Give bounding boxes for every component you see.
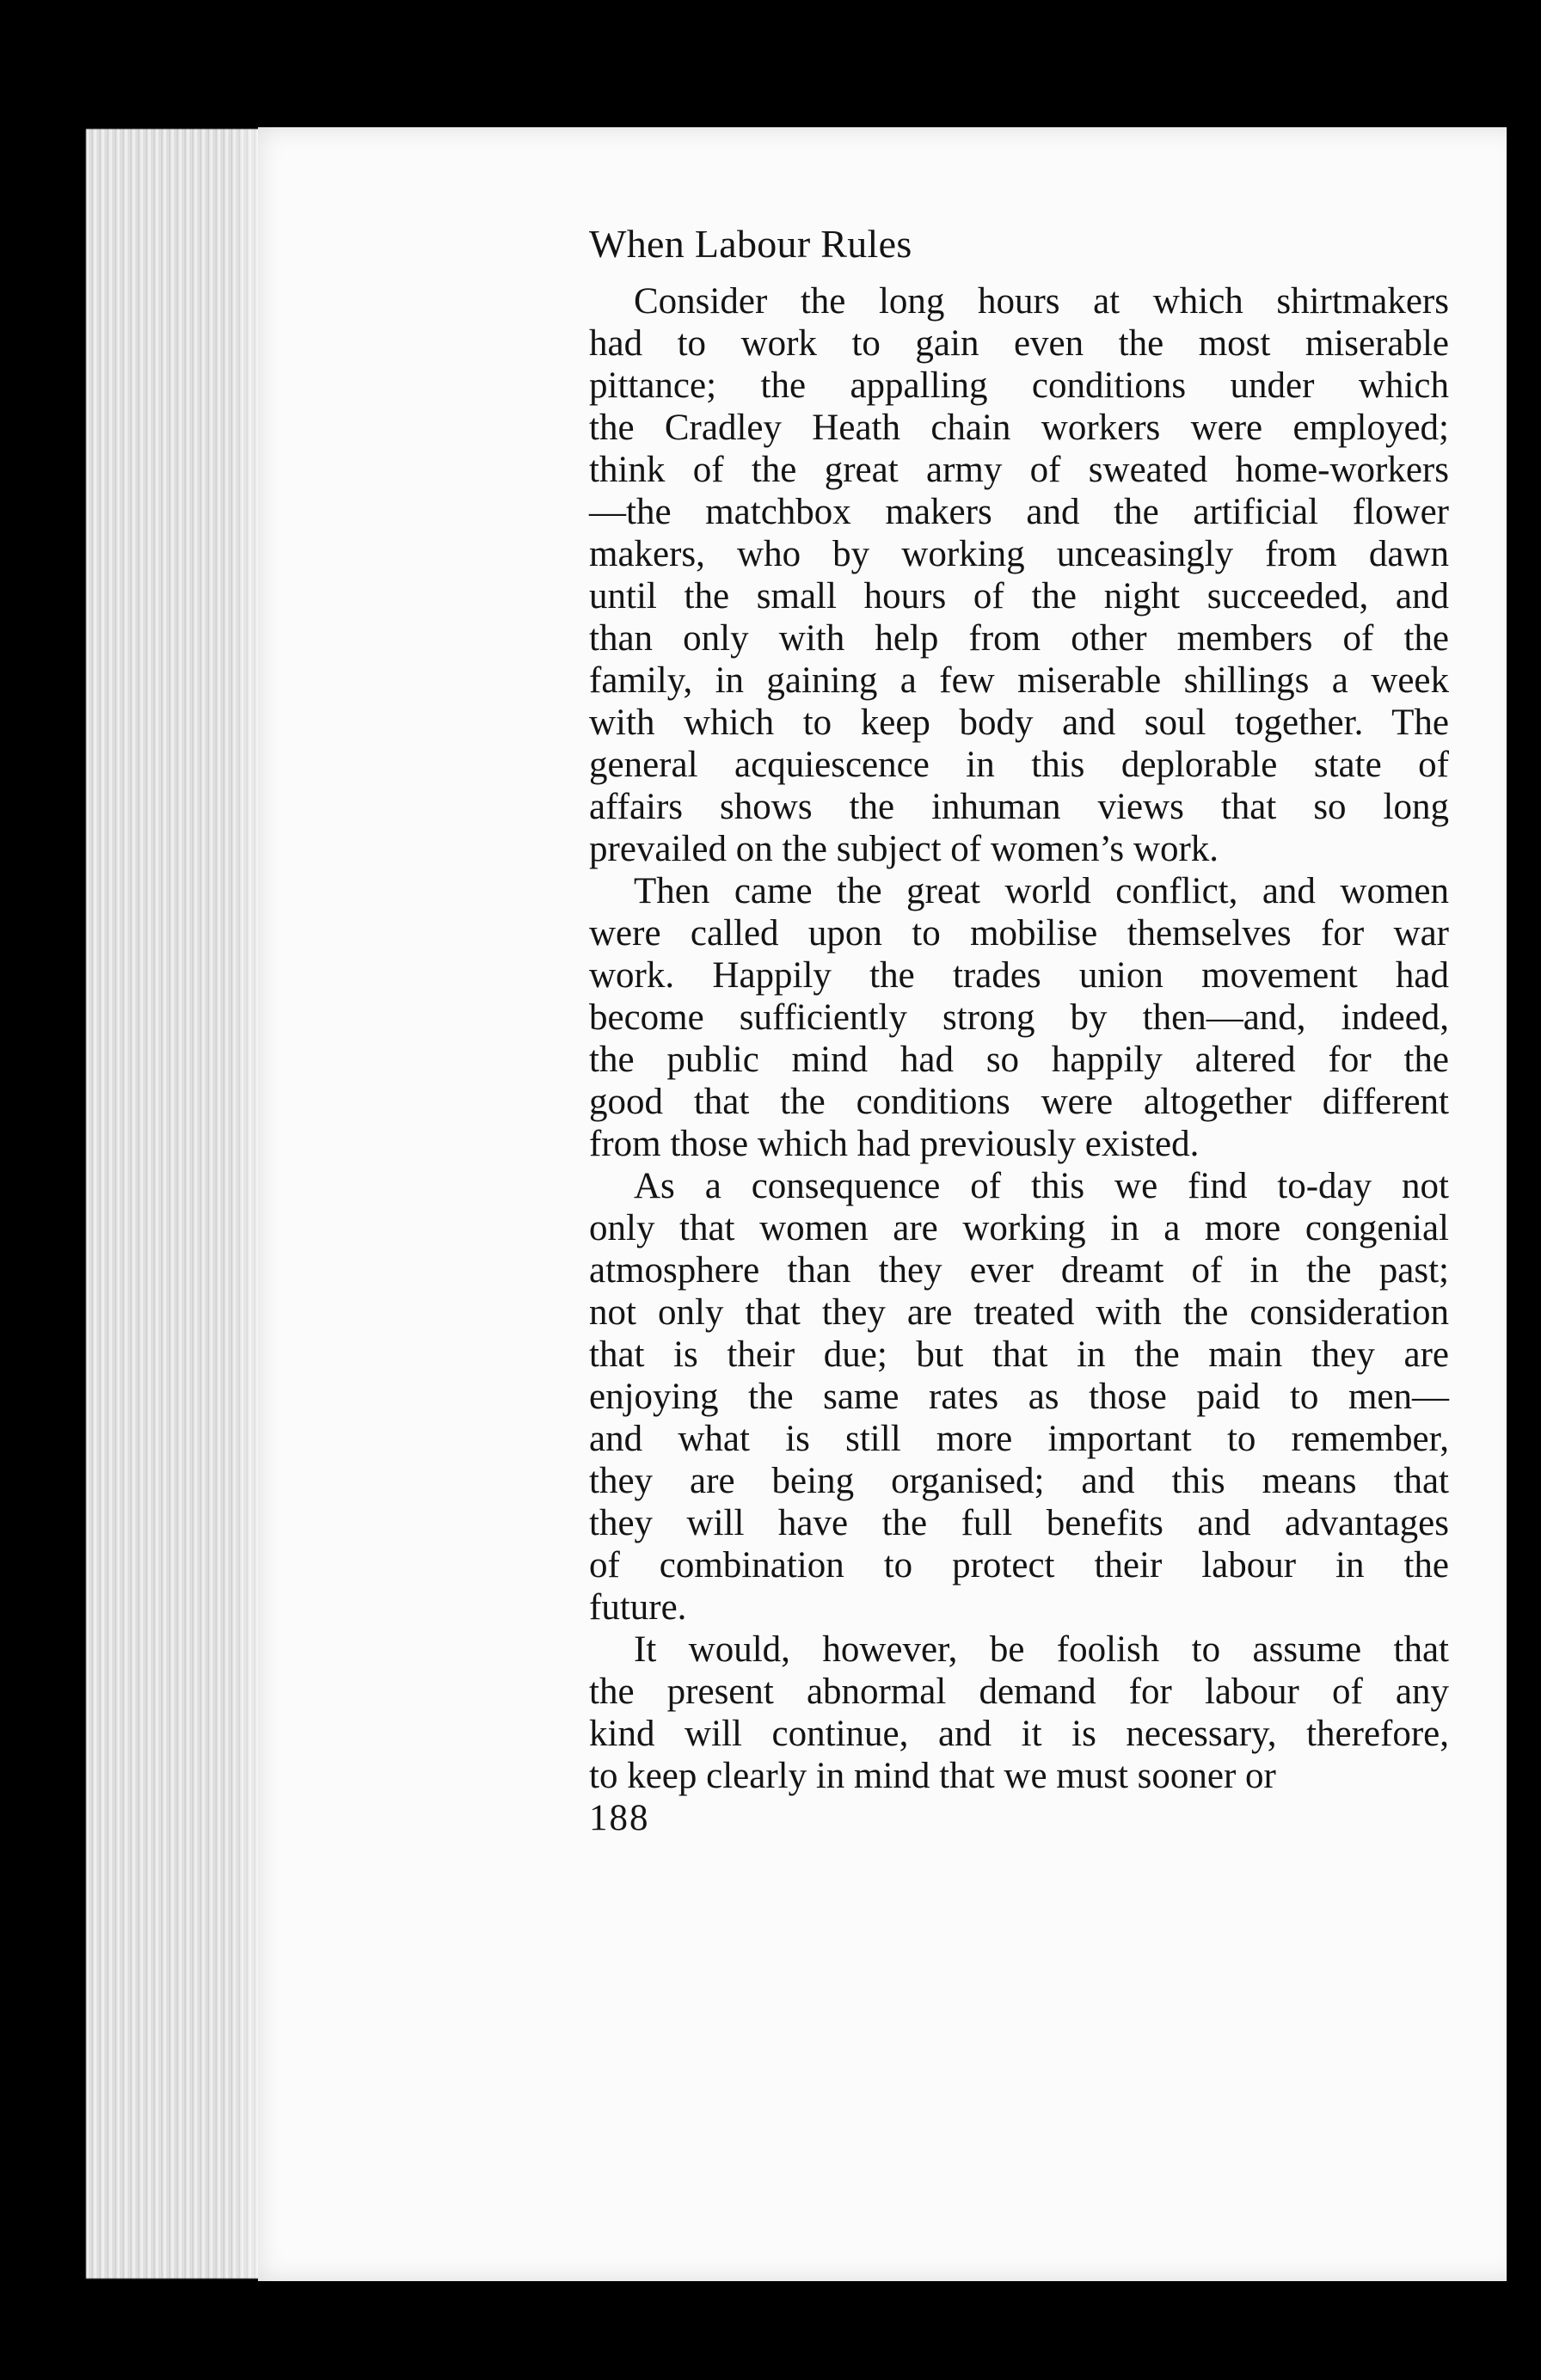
text-line: they will have the full benefits and advantages: [589, 1503, 1449, 1543]
text-line: to keep clearly in mind that we must sooner or: [589, 1756, 1276, 1796]
text-line: affairs shows the inhuman views that so long: [589, 787, 1449, 827]
text-line: think of the great army of sweated home-workers: [589, 450, 1449, 490]
text-line: good that the conditions were altogether different: [589, 1082, 1449, 1122]
text-line: Then came the great world conflict, and women: [634, 871, 1449, 911]
page-number: 188: [589, 1798, 650, 1838]
text-line: with which to keep body and soul together. The: [589, 702, 1449, 743]
text-line: prevailed on the subject of women’s work.: [589, 829, 1219, 869]
text-line: kind will continue, and it is necessary, therefore,: [589, 1714, 1449, 1754]
text-line: pittance; the appalling conditions under which: [589, 365, 1449, 406]
text-line: —the matchbox makers and the artificial flower: [589, 492, 1449, 532]
text-line: than only with help from other members of the: [589, 618, 1449, 659]
text-line: until the small hours of the night succeeded, and: [589, 576, 1449, 616]
running-head: When Labour Rules: [589, 222, 912, 266]
paragraph: [589, 1629, 1449, 1797]
text-line: from those which had previously existed.: [589, 1124, 1200, 1164]
paragraph: [589, 870, 1449, 1165]
text-line: Consider the long hours at which shirtmakers: [634, 281, 1449, 322]
text-line: not only that they are treated with the consideration: [589, 1292, 1449, 1333]
body-text: [589, 280, 1449, 1797]
text-line: the present abnormal demand for labour of any: [589, 1672, 1449, 1712]
text-line: only that women are working in a more congenial: [589, 1208, 1449, 1248]
text-line: It would, however, be foolish to assume that: [634, 1629, 1449, 1670]
book-page-edges: [86, 129, 284, 2279]
right-border-shadow: [1507, 0, 1541, 2380]
text-line: the public mind had so happily altered for the: [589, 1040, 1449, 1080]
text-line: the Cradley Heath chain workers were employed;: [589, 408, 1449, 448]
text-line: had to work to gain even the most miserable: [589, 323, 1449, 364]
text-line: were called upon to mobilise themselves for war: [589, 913, 1449, 954]
text-line: become sufficiently strong by then—and, indeed,: [589, 997, 1449, 1038]
text-line: As a consequence of this we find to-day not: [634, 1166, 1449, 1206]
text-line: and what is still more important to remember,: [589, 1419, 1449, 1459]
text-line: future.: [589, 1587, 687, 1628]
paragraph: [589, 280, 1449, 870]
text-line: enjoying the same rates as those paid to men—: [589, 1377, 1449, 1417]
text-line: makers, who by working unceasingly from dawn: [589, 534, 1449, 574]
text-line: atmosphere than they ever dreamt of in the past;: [589, 1250, 1449, 1291]
text-line: of combination to protect their labour in the: [589, 1545, 1449, 1586]
text-line: they are being organised; and this means that: [589, 1461, 1449, 1501]
text-line: family, in gaining a few miserable shillings a week: [589, 660, 1449, 701]
page-text-block: [589, 220, 1449, 1839]
text-line: work. Happily the trades union movement had: [589, 955, 1449, 996]
paragraph: [589, 1165, 1449, 1629]
text-line: that is their due; but that in the main they are: [589, 1334, 1449, 1375]
text-line: general acquiescence in this deplorable state of: [589, 745, 1449, 785]
